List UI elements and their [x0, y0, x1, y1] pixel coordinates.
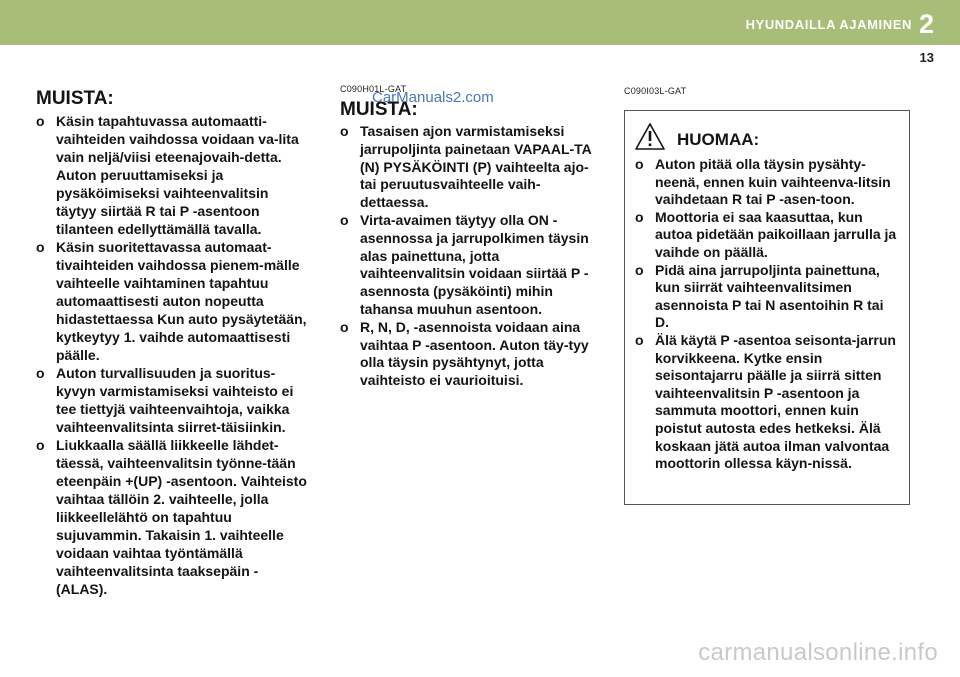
list-item-text: Käsin tapahtuvassa automaatti-vaihteiden vaihdossa voidaan va-lita vain neljä/viisi eteenajovaih-detta. Auton peruuttamiseksi ja pysäköimiseksi vaihteenvalitsin täytyy siirtää R tai P -asentoon tilanteen edellyttämällä tavalla.: [56, 113, 299, 237]
bullet: o: [635, 331, 644, 348]
bullet: o: [36, 365, 45, 381]
list-item-text: R, N, D, -asennoista voidaan aina vaihtaa P -asentoon. Auton täy-tyy olla täysin pysähtynyt, jotta vaihteisto ei vaurioituisi.: [360, 318, 589, 389]
list-item: [36, 238, 308, 364]
bullet: o: [36, 239, 45, 255]
list-item: [340, 212, 608, 319]
bullet: o: [340, 123, 349, 139]
bullet: o: [340, 211, 349, 228]
watermark-link[interactable]: CarManuals2.com: [372, 89, 494, 106]
left-list: [36, 112, 308, 598]
page-number: 13: [919, 50, 934, 65]
middle-column: [340, 84, 608, 390]
bullet: o: [635, 156, 644, 172]
chapter-number: 2: [918, 9, 934, 39]
right-column: [624, 86, 910, 505]
middle-heading: MUISTA:: [340, 99, 418, 120]
list-item-text: Moottoria ei saa kaasuttaa, kun autoa pidetään paikoillaan jarrulla ja vaihde on päällä.: [655, 208, 897, 260]
list-item-text: Pidä aina jarrupoljinta painettuna, kun siirrät vaihteenvalitsimen asennoista P tai N asentoihin R tai D.: [655, 261, 884, 331]
bullet: o: [340, 318, 349, 335]
list-item-text: Käsin suoritettavassa automaat-tivaihteiden vaihdossa pienem-mälle vaihteelle vaihtaminen tapahtuu automaattisesti auton nopeutta hidastettaessa Kun auto pysäytetään, kytkeytyy 1. vaihde automaattisesti päälle.: [56, 239, 307, 363]
bullet: o: [36, 437, 45, 453]
watermark-footer: carmanualsonline.info: [698, 639, 938, 666]
list-item: [635, 156, 901, 209]
left-heading: MUISTA:: [36, 88, 114, 109]
list-item-text: Virta-avaimen täytyy olla ON -asennossa ja jarrupolkimen täysin alas painettuna, jotta vaihteenvalitsin voidaan siirtää P -asennosta (pysäköinti) mihin tahansa muuhun asentoon.: [360, 211, 589, 317]
list-item: [36, 436, 308, 598]
warning-header: [635, 123, 901, 150]
list-item: [635, 262, 901, 332]
warning-box: [624, 110, 910, 505]
list-item-text: Auton turvallisuuden ja suoritus-kyvyn varmistamiseksi vaihteisto ei tee tiettyjä vaihteenvaihtoja, vaikka vaihteenvalitsinta siirret-täisiinkin.: [56, 365, 294, 435]
list-item: [36, 364, 308, 436]
list-item-text: Auton pitää olla täysin pysähty-neenä, ennen kuin vaihteenva-litsin vaihdetaan R tai P -asen-toon.: [655, 156, 891, 208]
bullet: o: [635, 261, 644, 278]
list-item: [36, 112, 308, 238]
section-code: C090I03L-GAT: [624, 86, 687, 96]
section-code: C090H01L-GAT: [340, 84, 407, 94]
warning-list: [635, 156, 901, 473]
chapter-title: HYUNDAILLA AJAMINEN: [745, 17, 912, 32]
list-item-text: Tasaisen ajon varmistamiseksi jarrupoljinta painetaan VAPAAL-TA (N) PYSÄKÖINTI (P) vaihteelta ajo- tai peruutusvaihteelle vaih-dettaessa.: [360, 123, 592, 211]
list-item-text: Liukkaalla säällä liikkeelle lähdet-täessä, vaihteenvalitsin työnne-tään eteenpäin +(UP) -asentoon. Vaihteisto vaihtaa tällöin 2. vaihteelle, jolla liikkeellelähtö on tapahtuu sujuvammin. Takaisin 1. vaihteelle voidaan vaihtaa työntämällä vaihteenvalitsinta taaksepäin -(ALAS).: [56, 437, 307, 597]
list-item: [635, 209, 901, 262]
list-item: [340, 123, 608, 212]
middle-list: [340, 123, 608, 390]
warning-triangle-icon: [635, 123, 665, 150]
left-column: [36, 88, 308, 598]
list-item: [635, 332, 901, 473]
warning-title: HUOMAA:: [677, 130, 760, 149]
list-item-text: Älä käytä P -asentoa seisonta-jarrun korvikkeena. Kytke ensin seisontajarru päälle ja siirrä sitten vaihteenvalitsin P -asentoon ja sammuta moottori, ennen kuin poistut autosta edes hetkeksi. Älä koskaan jätä autoa ilman valvontaa moottorin ollessa käyn-nissä.: [655, 331, 896, 472]
bullet: o: [36, 113, 45, 129]
bullet: o: [635, 208, 644, 225]
list-item: [340, 319, 608, 390]
